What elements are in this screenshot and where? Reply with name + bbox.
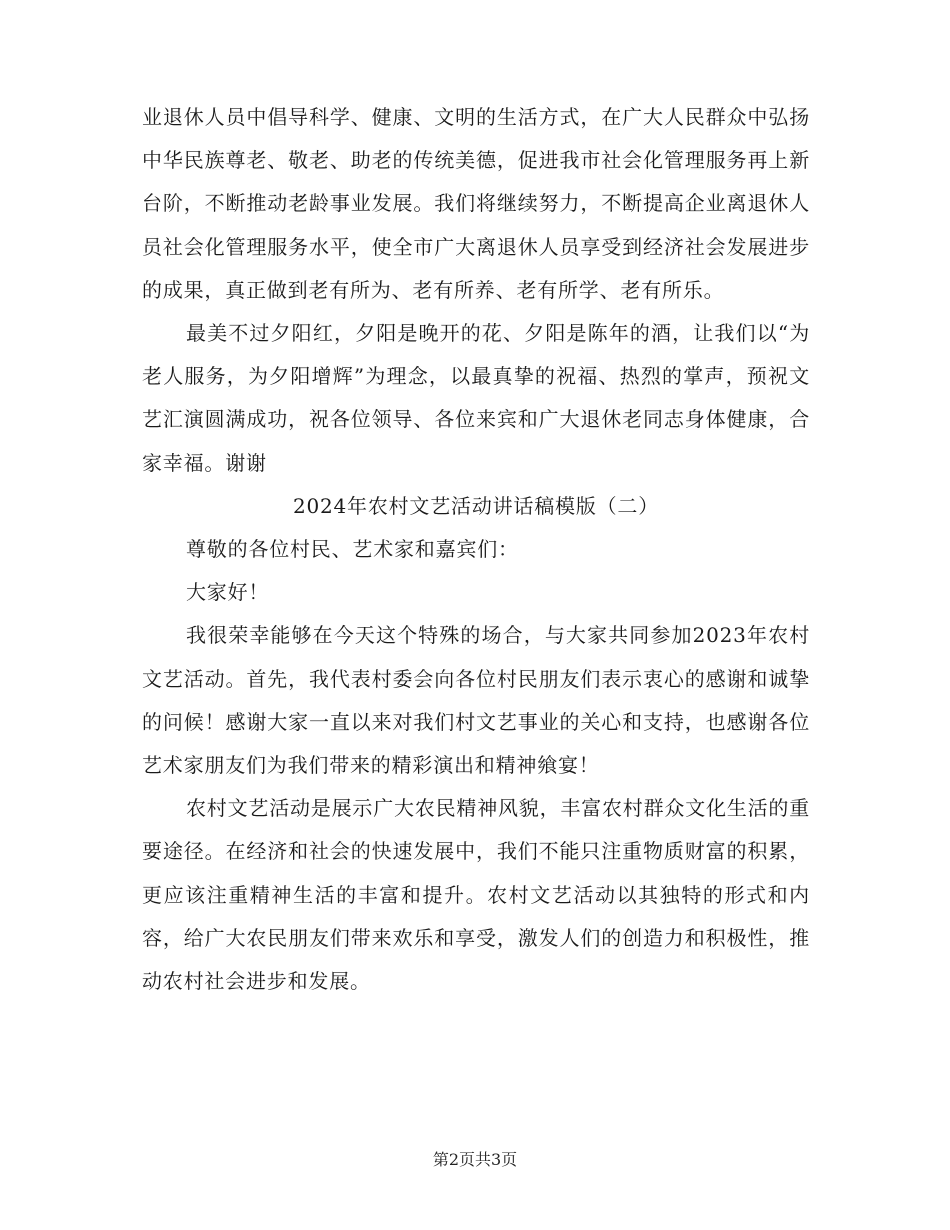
document-body	[142, 96, 810, 1003]
paragraph-greeting: 大家好！	[186, 580, 270, 605]
paragraph-continuation: 业退休人员中倡导科学、健康、文明的生活方式，在广大人民群众中弘扬中华民族尊老、敬老、助老的传统美德，促进我市社会化管理服务再上新台阶，不断推动老龄事业发展。我们将继续努力，不断提高企业离退休人员社会化管理服务水平，使全市广大离退休人员享受到经济社会发展进步的成果，真正做到老有所为、老有所养、老有所学、老有所乐。	[142, 105, 810, 302]
paragraph-activity-significance: 农村文艺活动是展示广大农民精神风貌，丰富农村群众文化生活的重要途径。在经济和社会的快速发展中，我们不能只注重物质财富的积累，更应该注重精神生活的丰富和提升。农村文艺活动以其独特的形式和内容，给广大农民朋友们带来欢乐和享受，激发人们的创造力和积极性，推动农村社会进步和发展。	[142, 796, 810, 994]
section-title: 2024年农村文艺活动讲话稿模版（二）	[292, 493, 660, 518]
page-number-footer: 第2页共3页	[432, 1150, 518, 1169]
paragraph-opening-thanks: 我很荣幸能够在今天这个特殊的场合，与大家共同参加2023年农村文艺活动。首先，我代表村委会向各位村民朋友们表示衷心的感谢和诚挚的问候！感谢大家一直以来对我们村文艺事业的关心和支持，也感谢各位艺术家朋友们为我们带来的精彩演出和精神飨宴！	[142, 623, 810, 778]
paragraph-closing-blessing: 最美不过夕阳红，夕阳是晚开的花、夕阳是陈年的酒，让我们以“为老人服务，为夕阳增辉”为理念，以最真挚的祝福、热烈的掌声，预祝文艺汇演圆满成功，祝各位领导、各位来宾和广大退休老同志身体健康，合家幸福。谢谢	[142, 321, 810, 475]
paragraph-salutation: 尊敬的各位村民、艺术家和嘉宾们：	[186, 537, 519, 562]
